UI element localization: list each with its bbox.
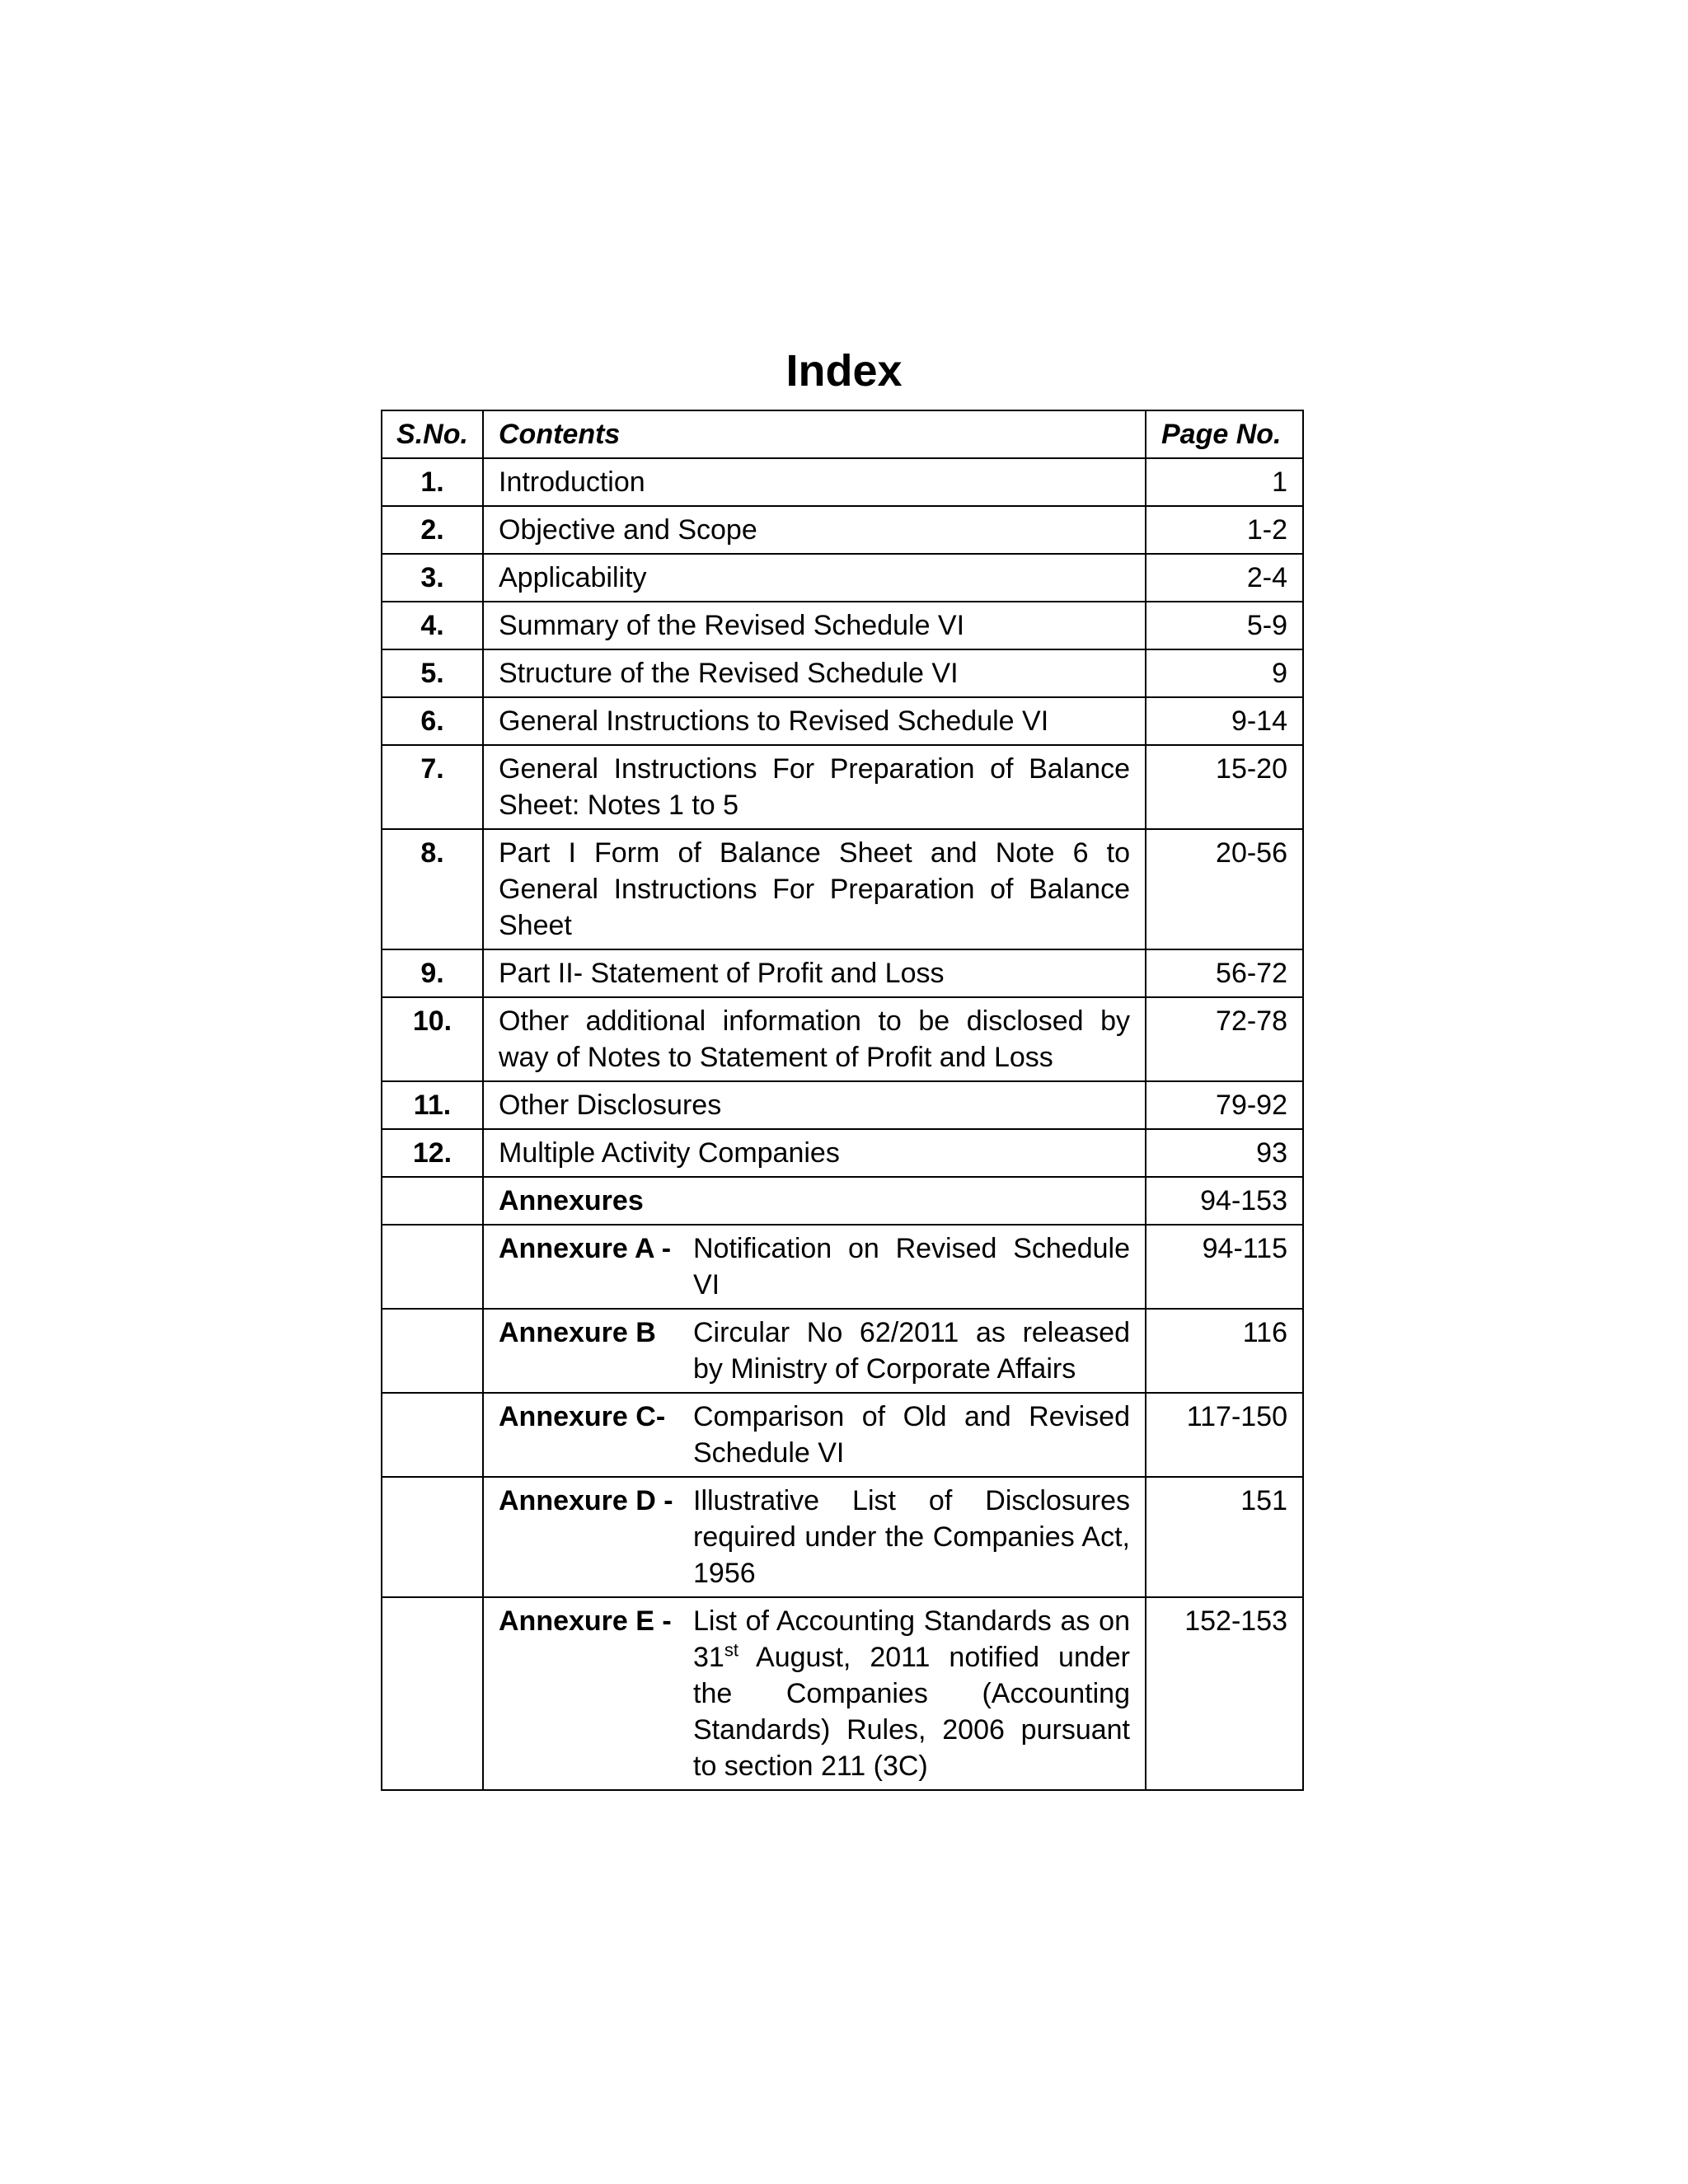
- annexure-cell: [483, 1597, 1146, 1790]
- row-sno: 10.: [382, 997, 483, 1081]
- table-row: [382, 1129, 1303, 1177]
- row-content: General Instructions to Revised Schedule VI: [483, 697, 1146, 745]
- row-sno: 11.: [382, 1081, 483, 1129]
- annexure-text: Circular No 62/2011 as released by Ministry of Corporate Affairs: [693, 1317, 1130, 1385]
- row-sno: 9.: [382, 949, 483, 997]
- row-sno-empty: [382, 1393, 483, 1477]
- row-content: Summary of the Revised Schedule VI: [483, 602, 1146, 649]
- table-row: [382, 745, 1303, 829]
- annexure-text: [693, 1603, 1130, 1784]
- row-sno: 12.: [382, 1129, 483, 1177]
- row-sno-empty: [382, 1177, 483, 1225]
- table-row: [382, 829, 1303, 949]
- row-page: 151: [1146, 1477, 1303, 1597]
- row-content: Other Disclosures: [483, 1081, 1146, 1129]
- row-sno-empty: [382, 1225, 483, 1309]
- row-page: 72-78: [1146, 997, 1303, 1081]
- annexure-text: Illustrative List of Disclosures required under the Companies Act, 1956: [693, 1485, 1130, 1589]
- table-row: [382, 949, 1303, 997]
- row-page: 9-14: [1146, 697, 1303, 745]
- annexures-heading-row: [382, 1177, 1303, 1225]
- annexure-row: [382, 1393, 1303, 1477]
- table-row: [382, 997, 1303, 1081]
- row-content: Part II- Statement of Profit and Loss: [483, 949, 1146, 997]
- row-page: 152-153: [1146, 1597, 1303, 1790]
- annexure-cell: [483, 1225, 1146, 1309]
- annexure-row: [382, 1225, 1303, 1309]
- header-page-no: Page No.: [1146, 410, 1303, 458]
- row-sno-empty: [382, 1309, 483, 1393]
- annexure-row: [382, 1477, 1303, 1597]
- row-sno: 5.: [382, 649, 483, 697]
- annexure-text-ordinal: st: [724, 1639, 738, 1661]
- table-row: [382, 649, 1303, 697]
- annexure-text: Notification on Revised Schedule VI: [693, 1233, 1130, 1301]
- annexure-label: Annexure E -: [499, 1605, 672, 1637]
- annexure-cell: [483, 1309, 1146, 1393]
- annexure-row: [382, 1309, 1303, 1393]
- row-content: Other additional information to be disclosed by way of Notes to Statement of Profit and Loss: [483, 997, 1146, 1081]
- page-title: Index: [785, 346, 903, 396]
- annexure-label: Annexure A -: [499, 1233, 672, 1264]
- annexures-heading: Annexures: [483, 1177, 1146, 1225]
- row-sno: 1.: [382, 458, 483, 506]
- row-content: Applicability: [483, 554, 1146, 602]
- row-page: 20-56: [1146, 829, 1303, 949]
- row-content: Part I Form of Balance Sheet and Note 6 to General Instructions For Preparation of Balance Sheet: [483, 829, 1146, 949]
- row-sno-empty: [382, 1477, 483, 1597]
- annexure-label: Annexure D -: [499, 1485, 673, 1516]
- row-page: 5-9: [1146, 602, 1303, 649]
- row-page: 56-72: [1146, 949, 1303, 997]
- annexure-cell: [483, 1477, 1146, 1597]
- row-page: 1-2: [1146, 506, 1303, 554]
- table-header-row: [382, 410, 1303, 458]
- row-sno-empty: [382, 1597, 483, 1790]
- row-page: 117-150: [1146, 1393, 1303, 1477]
- annexure-text: Comparison of Old and Revised Schedule VI: [693, 1401, 1130, 1469]
- table-row: [382, 554, 1303, 602]
- row-content: Introduction: [483, 458, 1146, 506]
- row-page: 94-153: [1146, 1177, 1303, 1225]
- header-sno: S.No.: [382, 410, 483, 458]
- row-page: 9: [1146, 649, 1303, 697]
- index-table: [381, 410, 1304, 1791]
- table-row: [382, 697, 1303, 745]
- row-sno: 7.: [382, 745, 483, 829]
- row-page: 2-4: [1146, 554, 1303, 602]
- row-page: 15-20: [1146, 745, 1303, 829]
- row-content: Objective and Scope: [483, 506, 1146, 554]
- row-sno: 2.: [382, 506, 483, 554]
- annexure-text-day: 31: [693, 1642, 724, 1673]
- row-sno: 3.: [382, 554, 483, 602]
- annexure-row: [382, 1597, 1303, 1790]
- annexure-cell: [483, 1393, 1146, 1477]
- row-content: Structure of the Revised Schedule VI: [483, 649, 1146, 697]
- annexure-label: Annexure B: [499, 1317, 656, 1348]
- row-content: Multiple Activity Companies: [483, 1129, 1146, 1177]
- row-content: General Instructions For Preparation of Balance Sheet: Notes 1 to 5: [483, 745, 1146, 829]
- annexure-label: Annexure C-: [499, 1401, 666, 1432]
- annexure-text-prefix: List of Accounting Standards as on: [693, 1605, 1130, 1637]
- table-row: [382, 458, 1303, 506]
- header-contents: Contents: [483, 410, 1146, 458]
- row-sno: 8.: [382, 829, 483, 949]
- row-sno: 4.: [382, 602, 483, 649]
- row-page: 116: [1146, 1309, 1303, 1393]
- row-page: 93: [1146, 1129, 1303, 1177]
- row-sno: 6.: [382, 697, 483, 745]
- row-page: 94-115: [1146, 1225, 1303, 1309]
- row-page: 1: [1146, 458, 1303, 506]
- annexure-text-suffix: August, 2011 notified under the Companies (Accounting Standards) Rules, 2006 pursuant to section 211 (3C): [693, 1642, 1130, 1782]
- table-row: [382, 506, 1303, 554]
- table-row: [382, 1081, 1303, 1129]
- table-row: [382, 602, 1303, 649]
- row-page: 79-92: [1146, 1081, 1303, 1129]
